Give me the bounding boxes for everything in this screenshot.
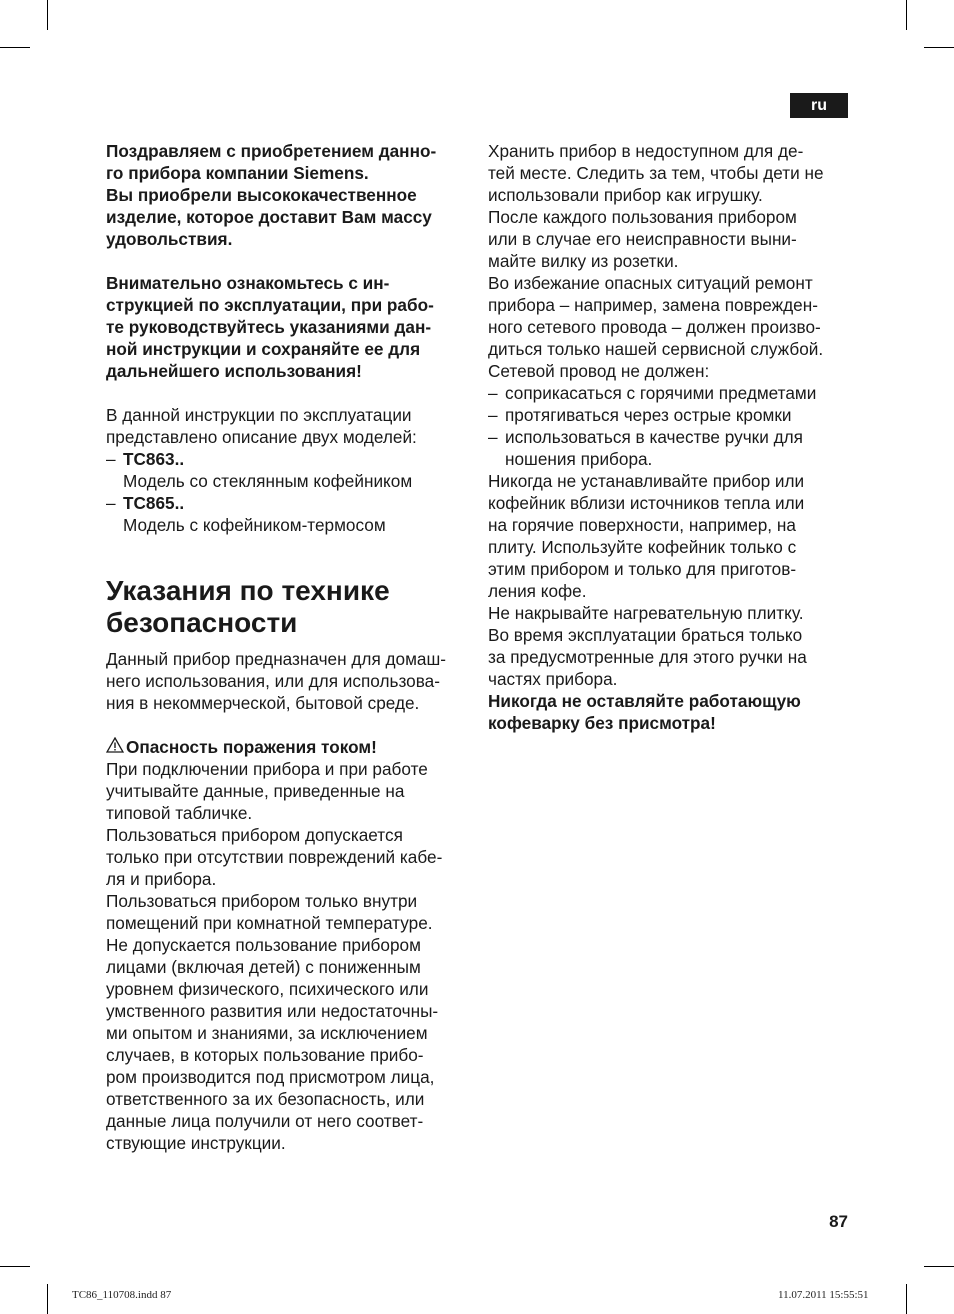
warning-text	[106, 758, 476, 1154]
footer-left: TC86_110708.indd 87	[72, 1289, 172, 1301]
text-line: Пользоваться прибором допускается	[106, 825, 403, 845]
text-line: Хранить прибор в недоступном для де-	[488, 141, 804, 161]
text-line: дальнейшего использования!	[106, 361, 362, 381]
text-line: ношения прибора.	[505, 449, 653, 469]
text-line: ной инструкции и сохраняйте ее для	[106, 339, 421, 359]
text-line: плиту. Используйте кофейник только с	[488, 537, 797, 557]
text-line: Вы приобрели высококачественное	[106, 185, 417, 205]
text-line: случаев, в которых пользование прибо-	[106, 1045, 424, 1065]
text-line: него использования, или для использова-	[106, 671, 440, 691]
safety-text-a	[488, 140, 868, 382]
text-line: Не накрывайте нагревательную плитку.	[488, 603, 804, 623]
list-item: – протягиваться через острые кромки	[488, 405, 792, 425]
text-line: В данной инструкции по эксплуатации	[106, 405, 412, 425]
text-line: использовали прибор как игрушку.	[488, 185, 763, 205]
text-line: соприкасаться с горячими предметами	[505, 383, 817, 403]
text-line: только при отсутствии повреждений кабе-	[106, 847, 443, 867]
text-line: диться только нашей сервисной службой.	[488, 339, 824, 359]
text-line: ния в некоммерческой, бытовой среде.	[106, 693, 420, 713]
text-line: типовой табличке.	[106, 803, 253, 823]
text-line: Указания по технике	[106, 575, 390, 606]
page-number: 87	[829, 1212, 848, 1231]
text-line: Данный прибор предназначен для домаш-	[106, 649, 446, 669]
text-line: Не допускается пользование прибором	[106, 935, 421, 955]
model-code: TC865..	[123, 493, 185, 513]
text-line: на горячие поверхности, например, на	[488, 515, 796, 535]
cord-list	[488, 382, 868, 470]
text-line: ответственного за их безопасность, или	[106, 1089, 425, 1109]
crop-mark	[924, 47, 954, 48]
text-line: уровнем физического, психического или	[106, 979, 429, 999]
text-line: помещений при комнатной температуре.	[106, 913, 433, 933]
intro-paragraph	[106, 140, 476, 250]
left-column	[106, 140, 476, 1154]
model-code: TC863..	[123, 449, 185, 469]
text-line: учитывайте данные, приведенные на	[106, 781, 405, 801]
section-heading	[106, 575, 476, 639]
text-line: этим прибором и только для приготов-	[488, 559, 797, 579]
text-line: данные лица получили от него соответ-	[106, 1111, 424, 1131]
crop-mark	[0, 1266, 30, 1267]
list-item: – соприкасаться с горячими предметами	[488, 383, 817, 403]
text-line: протягиваться через острые кромки	[505, 405, 792, 425]
text-line: Внимательно ознакомьтесь с ин-	[106, 273, 390, 293]
models-intro	[106, 404, 476, 448]
text-line: струкцией по эксплуатации, при рабо-	[106, 295, 434, 315]
text-line: частях прибора.	[488, 669, 618, 689]
text-line: изделие, которое доставит Вам массу	[106, 207, 432, 227]
text-line: ствующие инструкции.	[106, 1133, 286, 1153]
text-line: лицами (включая детей) с пониженным	[106, 957, 421, 977]
right-column	[488, 140, 868, 734]
model-desc: Модель с кофейником-термосом	[123, 515, 386, 535]
language-tab: ru	[790, 93, 848, 118]
text-line: те руководствуйтесь указаниями дан-	[106, 317, 432, 337]
list-item: – использоваться в качестве ручки для ношения прибора.	[488, 427, 803, 469]
warning-title: Опасность поражения током!	[126, 737, 377, 757]
crop-mark	[906, 1284, 907, 1314]
text-line: ля и прибора.	[106, 869, 217, 889]
text-line: майте вилку из розетки.	[488, 251, 679, 271]
crop-mark	[0, 47, 30, 48]
text-line: представлено описание двух моделей:	[106, 427, 417, 447]
text-line: Никогда не устанавливайте прибор или	[488, 471, 805, 491]
text-line: Во время эксплуатации браться только	[488, 625, 803, 645]
text-line: удовольствия.	[106, 229, 233, 249]
model-desc: Модель со стеклянным кофейником	[123, 471, 413, 491]
model-item: – TC863.. Модель со стеклянным кофейником	[106, 449, 413, 491]
text-line: ми опытом и знаниями, за исключением	[106, 1023, 428, 1043]
text-line: Поздравляем с приобретением данно-	[106, 141, 437, 161]
text-line: При подключении прибора и при работе	[106, 759, 428, 779]
text-line: или в случае его неисправности выни-	[488, 229, 797, 249]
crop-mark	[47, 1284, 48, 1314]
text-line: кофейник вблизи источников тепла или	[488, 493, 805, 513]
text-line: кофеварку без присмотра!	[488, 713, 716, 733]
text-line: прибора – например, замена поврежден-	[488, 295, 818, 315]
text-line: Никогда не оставляйте работающую	[488, 691, 801, 711]
warning-title-line	[106, 736, 476, 758]
text-line: Пользоваться прибором только внутри	[106, 891, 418, 911]
crop-mark	[906, 0, 907, 30]
model-item: – TC865.. Модель с кофейником-термосом	[106, 493, 386, 535]
text-line: го прибора компании Siemens.	[106, 163, 369, 183]
safety-text-b	[488, 470, 868, 690]
text-line: ления кофе.	[488, 581, 587, 601]
read-instructions-paragraph	[106, 272, 476, 382]
text-line: тей месте. Следить за тем, чтобы дети не	[488, 163, 824, 183]
crop-mark	[924, 1266, 954, 1267]
warning-triangle-icon	[106, 736, 126, 758]
text-line: за предусмотренные для этого ручки на	[488, 647, 807, 667]
purpose-paragraph	[106, 648, 476, 714]
footer-right: 11.07.2011 15:55:51	[778, 1289, 869, 1301]
text-line: безопасности	[106, 607, 298, 638]
final-warning	[488, 690, 868, 734]
text-line: ного сетевого провода – должен произво-	[488, 317, 821, 337]
text-line: ром производится под присмотром лица,	[106, 1067, 435, 1087]
text-line: умственного развития или недостаточны-	[106, 1001, 439, 1021]
text-line: Сетевой провод не должен:	[488, 361, 710, 381]
crop-mark	[47, 0, 48, 30]
text-line: использоваться в качестве ручки для	[505, 427, 803, 447]
text-line: После каждого пользования прибором	[488, 207, 797, 227]
text-line: Во избежание опасных ситуаций ремонт	[488, 273, 813, 293]
